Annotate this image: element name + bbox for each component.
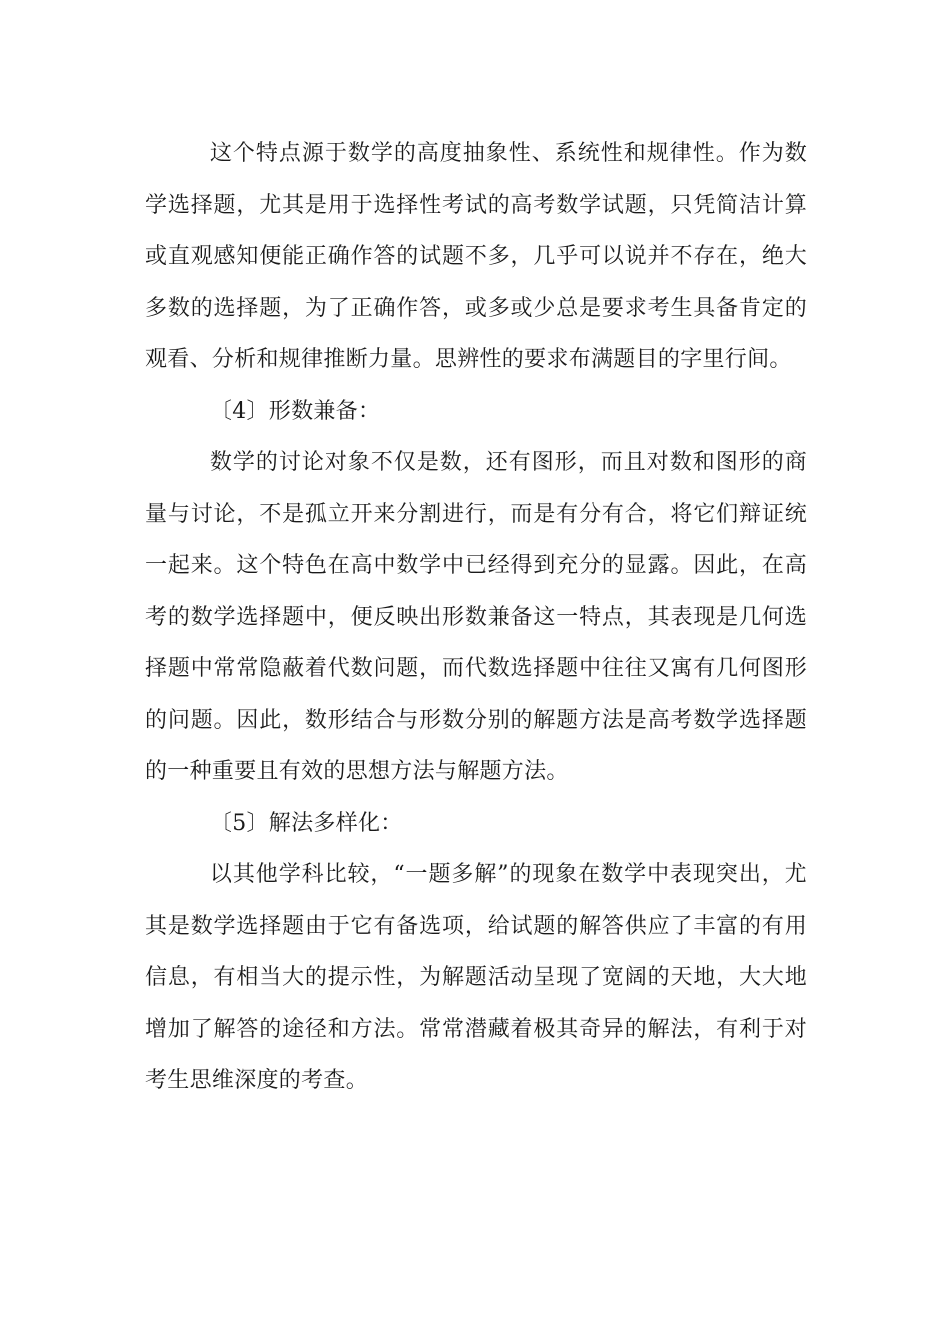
paragraph-shape-number: 数学的讨论对象不仅是数，还有图形，而且对数和图形的商量与讨论，不是孤立开来分割进行，而是有分有合，将它们辩证统一起来。这个特色在高中数学中已经得到充分的显露。因此，在高考的数学选择题中，便反映出形数兼备这一特点，其表现是几何选择题中常常隐蔽着代数问题，而代数选择题中往往又寓有几何图形的问题。因此，数形结合与形数分别的解题方法是高考数学选择题的一种重要且有效的思想方法与解题方法。 [145, 450, 807, 784]
document-page [145, 128, 807, 1107]
section-heading-4: 〔4〕形数兼备： [209, 398, 381, 424]
paragraph-abstractness: 这个特点源于数学的高度抽象性、系统性和规律性。作为数学选择题，尤其是用于选择性考试的高考数学试题，只凭简洁计算或直观感知便能正确作答的试题不多，几乎可以说并不存在，绝大多数的选择题，为了正确作答，或多或少总是要求考生具备肯定的观看、分析和规律推断力量。思辨性的要求布满题目的字里行间。 [145, 141, 807, 372]
paragraph-multiple-solutions: 以其他学科比较，“一题多解”的现象在数学中表现突出，尤其是数学选择题由于它有备选项，给试题的解答供应了丰富的有用信息，有相当大的提示性，为解题活动呈现了宽阔的天地，大大地增加了解答的途径和方法。常常潜藏着极其奇异的解法，有利于对考生思维深度的考查。 [145, 862, 807, 1093]
section-heading-5: 〔5〕解法多样化： [209, 810, 403, 836]
